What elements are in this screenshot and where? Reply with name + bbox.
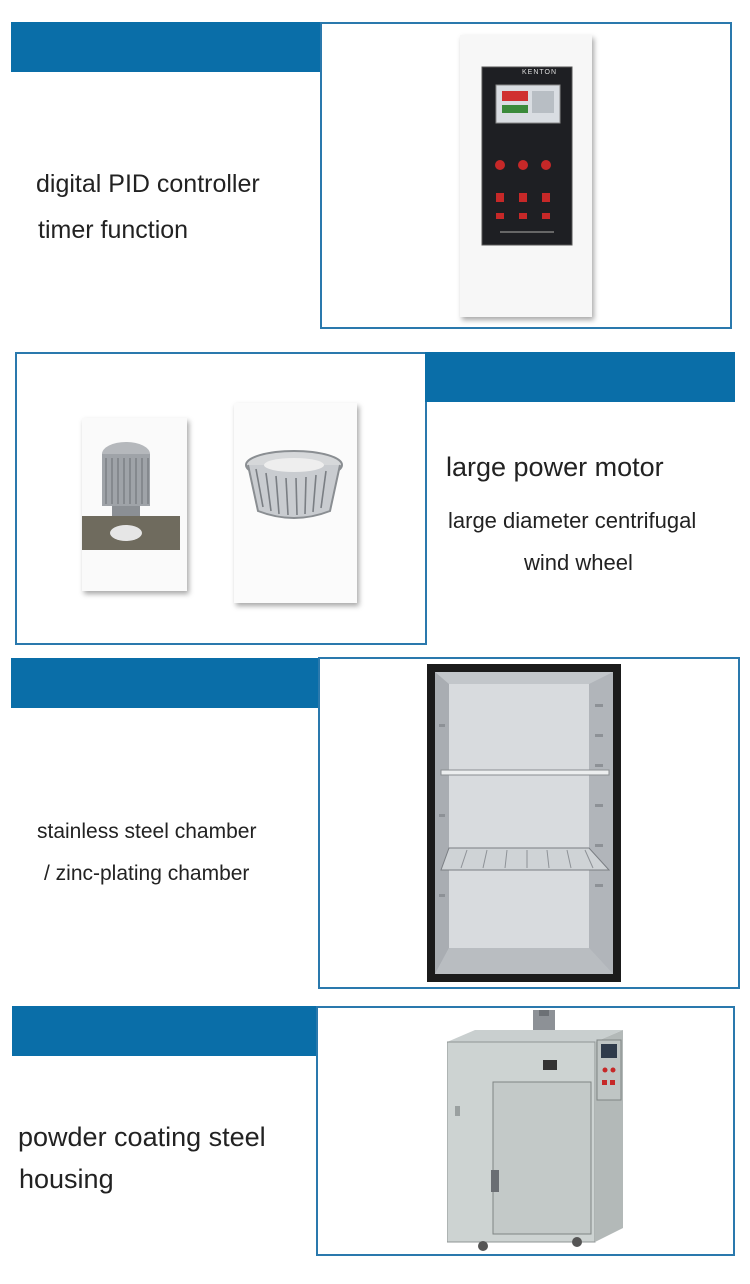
section2-accent-bar: [425, 352, 735, 402]
control-panel-icon: [460, 35, 592, 317]
section4-line-2: housing: [19, 1164, 114, 1194]
oven-cabinet-icon: [447, 1010, 625, 1253]
section1-line-2: timer function: [38, 216, 189, 244]
oven-photo: [447, 1010, 625, 1253]
section4-accent-bar: [12, 1006, 318, 1056]
section3-line-2: / zinc-plating chamber: [44, 862, 250, 885]
wind-wheel-icon: [234, 403, 357, 603]
motor-photo: [82, 418, 187, 591]
section4-line-1: powder coating steel: [18, 1122, 266, 1152]
chamber-interior-icon: [427, 664, 621, 982]
section2-line-3: wind wheel: [524, 550, 633, 575]
control-panel-photo: [460, 35, 592, 317]
section2-image-frame: [15, 352, 427, 645]
section3-accent-bar: [11, 658, 321, 708]
motor-icon: [82, 418, 187, 591]
brand-logo: KENTON: [522, 69, 558, 76]
section1-accent-bar: [11, 22, 321, 72]
section2-line-2: large diameter centrifugal: [448, 508, 697, 533]
section1-line-1: digital PID controller: [36, 170, 260, 198]
wind-wheel-photo: [234, 403, 357, 603]
section2-line-1: large power motor: [446, 452, 664, 482]
chamber-photo: [427, 664, 621, 982]
section3-line-1: stainless steel chamber: [37, 820, 257, 843]
